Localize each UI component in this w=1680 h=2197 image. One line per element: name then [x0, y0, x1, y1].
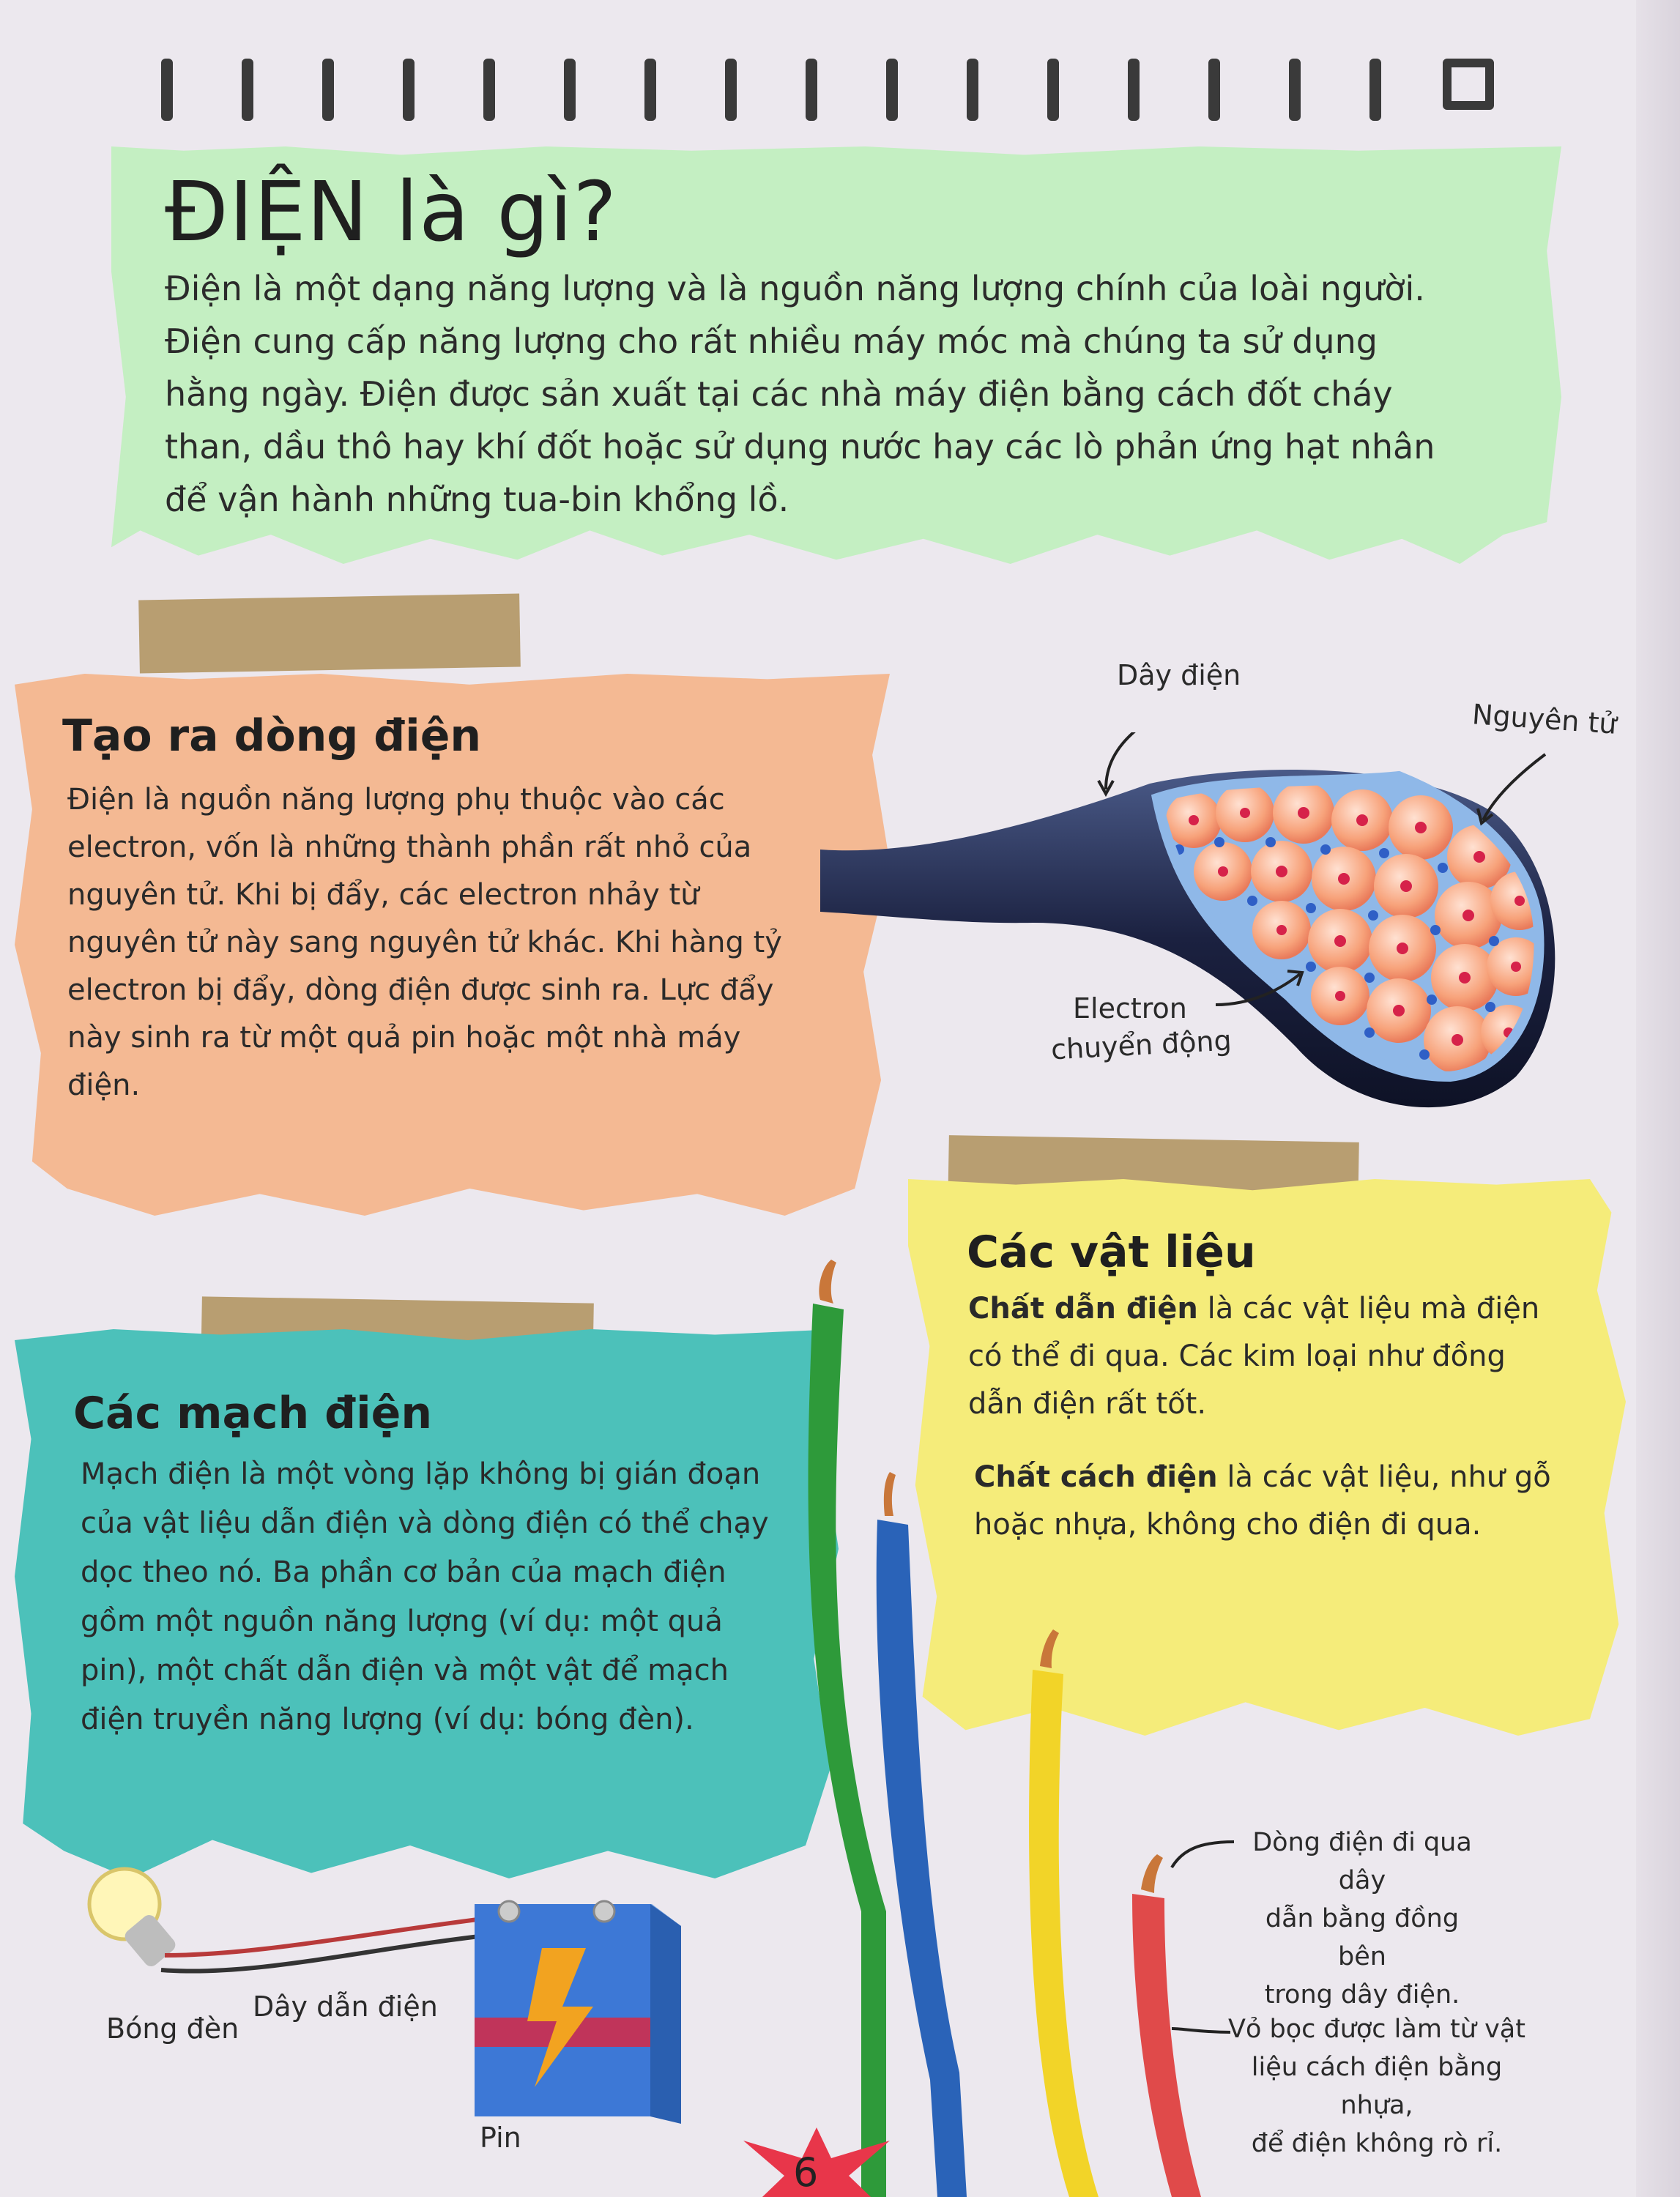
circuits-body: Mạch điện là một vòng lặp không bị gián đoạn của vật liệu dẫn điện và dòng điện có thể chạy dọc theo nó. Ba phần cơ bản của mạch điện gồm một nguồn năng lượng (ví dụ: một quả pin), một chất dẫn điện và một vật để mạch điện truyền năng lượng (ví dụ: bóng đèn). [81, 1457, 769, 1736]
current-body: Điện là nguồn năng lượng phụ thuộc vào các electron, vốn là những thành phần rất nhỏ của nguyên tử. Khi bị đẩy, các electron nhảy từ nguyên tử này sang nguyên tử khác. Khi hàng tỷ electron bị đẩy, dòng điện được sinh ra. Lực đẩy này sinh ra từ một quả pin hoặc một nhà máy điện. [67, 783, 782, 1102]
copper-label-line: trong dây điện. [1264, 1980, 1460, 2010]
materials-title: Các vật liệu [967, 1227, 1256, 1278]
green-cable [809, 1260, 886, 2197]
binding-ring [1443, 59, 1494, 110]
insulation-label [1216, 2010, 1538, 2163]
binding-ring [644, 59, 656, 121]
insulator-text: là các vật liệu, như gỗ hoặc nhựa, không cho điện đi qua. [974, 1460, 1551, 1542]
current-title: Tạo ra dòng điện [62, 710, 482, 762]
binding-ring [1289, 59, 1301, 121]
battery-icon [475, 1901, 681, 2124]
label-electron: Electron [1073, 992, 1187, 1025]
label-bulb: Bóng đèn [106, 2012, 239, 2045]
binding-ring [161, 59, 173, 121]
arrow-copper [1172, 1842, 1234, 1867]
page-number: 6 [793, 2149, 819, 2196]
label-wire: Dây điện [1117, 659, 1241, 691]
notebook-binding [146, 29, 1538, 132]
binding-ring [725, 59, 737, 121]
binding-ring [806, 59, 817, 121]
binding-ring [1369, 59, 1381, 121]
conductor-text: là các vật liệu mà điện có thể đi qua. Các kim loại như đồng dẫn điện rất tốt. [968, 1292, 1540, 1421]
tape [138, 593, 521, 673]
binding-ring [1047, 59, 1059, 121]
copper-label-line: dẫn bằng đồng bên [1265, 1904, 1460, 1971]
copper-label [1238, 1824, 1487, 2014]
label-atom: Nguyên tử [1471, 698, 1618, 740]
binding-ring [967, 59, 978, 121]
blue-cable [877, 1472, 967, 2197]
arrow-atom [1483, 754, 1545, 820]
insulator-term: Chất cách điện [974, 1460, 1218, 1494]
page-edge [1636, 0, 1680, 2197]
insulation-label-line: Vỏ bọc được làm từ vật [1228, 2015, 1525, 2044]
red-cable [1132, 1854, 1201, 2197]
yellow-cable [1029, 1629, 1099, 2197]
arrow-wire [1106, 732, 1142, 789]
copper-label-line: Dòng điện đi qua dây [1252, 1828, 1472, 1895]
insulation-label-line: để điện không rò rỉ. [1251, 2129, 1503, 2158]
binding-ring [1128, 59, 1140, 121]
circuits-title: Các mạch điện [73, 1388, 433, 1439]
wire-cross-section-diagram [813, 732, 1589, 1142]
binding-ring [242, 59, 253, 121]
label-electron-moving: chuyển động [1050, 1024, 1233, 1066]
binding-ring [886, 59, 898, 121]
binding-ring [483, 59, 495, 121]
label-battery: Pin [480, 2122, 521, 2154]
insulation-label-line: liệu cách điện bằng nhựa, [1251, 2053, 1503, 2120]
page-title: ĐIỆN là gì? [165, 165, 617, 260]
binding-ring [322, 59, 334, 121]
wire-red [165, 1919, 483, 1955]
conductor-term: Chất dẫn điện [968, 1292, 1198, 1326]
intro-text: Điện là một dạng năng lượng và là nguồn năng lượng chính của loài người. Điện cung cấp năng lượng cho rất nhiều máy móc mà chúng ta sử dụng hằng ngày. Điện được sản xuất tại các nhà máy điện bằng cách đốt cháy than, dầu thô hay khí đốt hoặc sử dụng nước hay các lò phản ứng hạt nhân để vận hành những tua-bin khổng lồ. [165, 269, 1435, 519]
label-circuit-wire: Dây dẫn điện [253, 1990, 438, 2023]
binding-ring [403, 59, 415, 121]
circuit-illustration [73, 1845, 696, 2124]
binding-ring [1208, 59, 1220, 121]
binding-ring [564, 59, 576, 121]
